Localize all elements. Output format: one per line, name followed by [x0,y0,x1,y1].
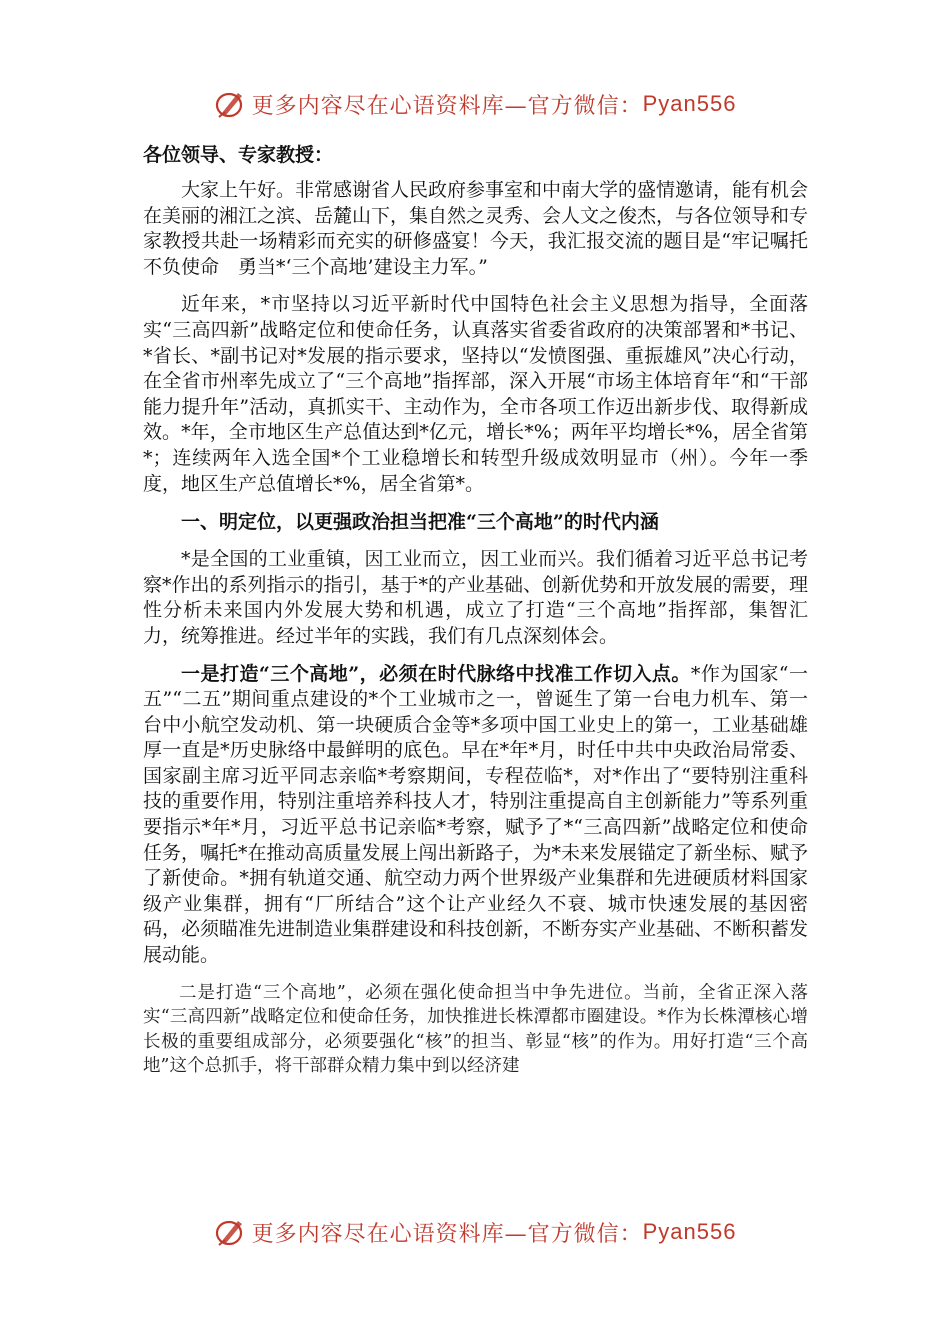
point-1-body: *作为国家“一五”“二五”期间重点建设的*个工业城市之一，曾诞生了第一台电力机车、第一台中小航空发动机、第一块硬质合金等*多项中国工业史上的第一，工业基础雄厚一直是*历史脉络中最鲜明的底色。早在*年*月，时任中共中央政治局常委、国家副主席习近平同志亲临*考察期间，专程莅临*，对*作出了“要特别注重科技的重要作用，特别注重培养科技人才，特别注重提高自主创新能力”等系列重要指示*年*月，习近平总书记亲临*考察，赋予了*“三高四新”战略定位和使命任务，嘱托*在推动高质量发展上闯出新路子，为*未来发展锚定了新坐标、赋予了新使命。*拥有轨道交通、航空动力两个世界级产业集群和先进硬质材料国家级产业集群，拥有“厂所结合”这个让产业经久不衰、城市快速发展的基因密码，必须瞄准先进制造业集群建设和科技创新，不断夯实产业基础、不断积蓄发展动能。 [143,662,809,967]
paragraph-point-2: 二是打造“三个高地”，必须在强化使命担当中争先进位。当前，全省正深入落实“三高四新”战略定位和使命任务，加快推进长株潭都市圈建设。*作为长株潭核心增长极的重要组成部分，必须要强化“核”的担当、彰显“核”的作为。用好打造“三个高地”这个总抓手，将干部群众精力集中到以经济建 [143,982,808,1077]
document-body [143,142,808,1091]
paragraph-overview: 近年来，*市坚持以习近平新时代中国特色社会主义思想为指导，全面落实“三高四新”战略定位和使命任务，认真落实省委省政府的决策部署和*书记、*省长、*副书记对*发展的指示要求，坚持以“发愤图强、重振雄风”决心行动，在全省市州率先成立了“三个高地”指挥部，深入开展“市场主体培育年“和“干部能力提升年”活动，真抓实干、主动作为，全市各项工作迈出新步伐、取得新成效。*年，全市地区生产总值达到*亿元，增长*%；两年平均增长*%，居全省第*；连续两年入选全国*个工业稳增长和转型升级成效明显市（州）。今年一季度，地区生产总值增长*%，居全省第*。 [143,293,808,495]
paragraph-point-1 [143,662,808,969]
header-banner [0,84,950,124]
banner-text: 更多内容尽在心语资料库—官方微信： [251,93,643,119]
banner-wechat-id: Pyan556 [642,91,737,116]
point-1-lead: 一是打造“三个高地”，必须在时代脉络中找准工作切入点。 [181,662,691,685]
quill-logo-icon [214,1215,248,1249]
salutation: 各位领导、专家教授： [143,144,334,166]
footer-banner [0,1212,950,1252]
banner-wechat-id: Pyan556 [642,1219,737,1244]
paragraph-intro: 大家上午好。非常感谢省人民政府参事室和中南大学的盛情邀请，能有机会在美丽的湘江之滨、岳麓山下，集自然之灵秀、会人文之俊杰，与各位领导和专家教授共赴一场精彩而充实的研修盛宴！今天，我汇报交流的题目是“牢记嘱托不负使命 勇当*‘三个高地’建设主力军。” [143,179,809,278]
quill-logo-icon [214,87,248,121]
banner-text: 更多内容尽在心语资料库—官方微信： [251,1221,643,1247]
paragraph-section1: *是全国的工业重镇，因工业而立，因工业而兴。我们循着习近平总书记考察*作出的系列指示的指引，基于*的产业基础、创新优势和开放发展的需要，理性分析未来国内外发展大势和机遇，成立了打造“三个高地”指挥部，集智汇力，统筹推进。经过半年的实践，我们有几点深刻体会。 [143,548,809,647]
section-heading-1: 一、明定位，以更强政治担当把准“三个高地”的时代内涵 [181,511,659,534]
